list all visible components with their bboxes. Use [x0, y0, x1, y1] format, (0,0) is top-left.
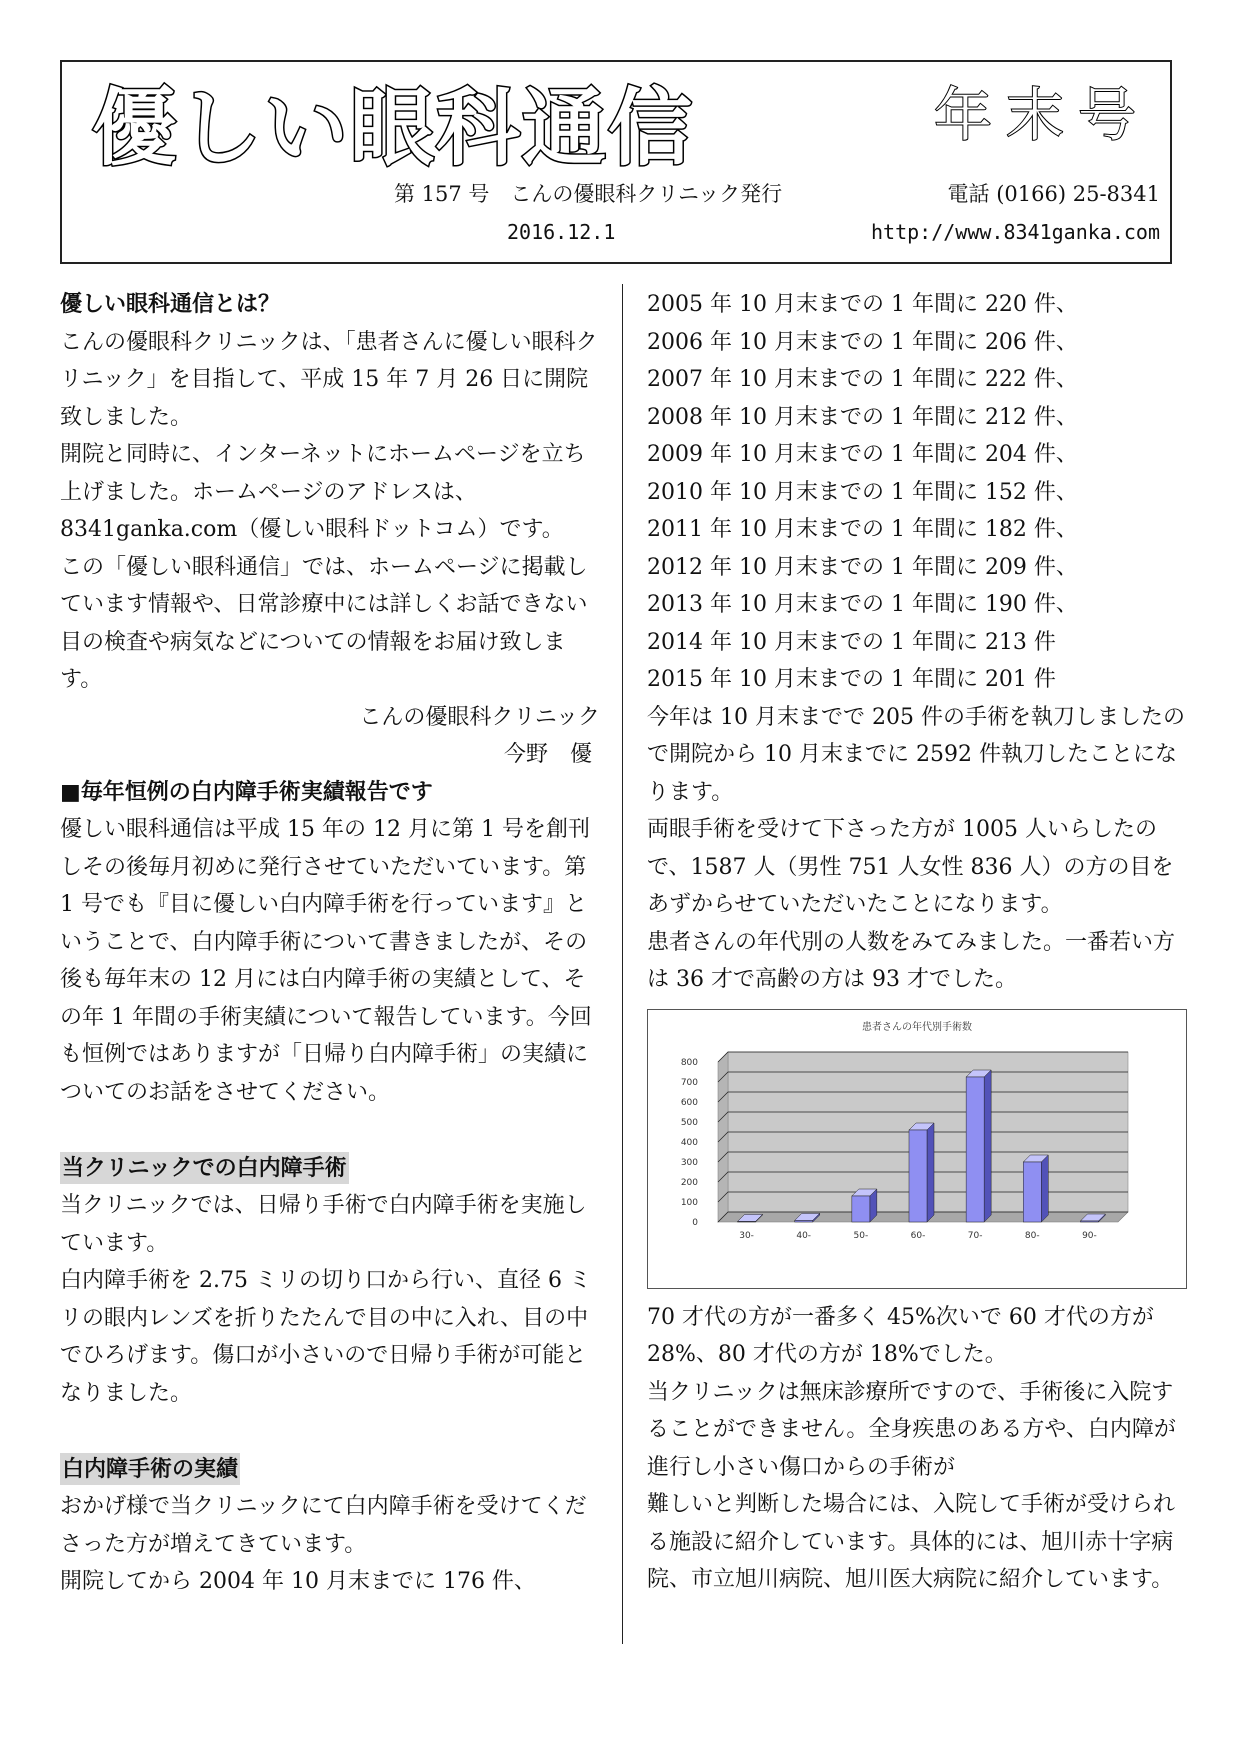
chart-x-tick-label: 40-: [796, 1230, 812, 1241]
surgery-paragraph-2: 白内障手術を 2.75 ミリの切り口から行い、直径 6 ミリの眼内レンズを折りたたんで目の中に入れ、目の中でひろげます。傷口が小さいので日帰り手術が可能となりました。: [60, 1268, 591, 1406]
age-chart-svg: [648, 1010, 1186, 1288]
masthead-box: [60, 60, 1172, 264]
chart-bar: [1023, 1162, 1041, 1222]
chart-x-tick-label: 60-: [910, 1230, 926, 1241]
issue-publisher: 第 157 号 こんの優眼科クリニック発行: [394, 182, 783, 206]
intro-paragraph-2: 開院と同時に、インターネットにホームページを立ち上げました。ホームページのアドレスは、8341ganka.com（優しい眼科ドットコム）です。: [60, 442, 586, 542]
report-title: ■毎年恒例の白内障手術実績報告です: [60, 778, 433, 805]
chart-bar-side: [1041, 1155, 1048, 1222]
chart-bar: [966, 1077, 984, 1222]
chart-x-tick-label: 90-: [1082, 1230, 1097, 1241]
section-heading-results: 白内障手術の実績: [60, 1453, 240, 1485]
chart-y-tick-label: 500: [680, 1117, 698, 1128]
yearly-result-item: 2006 年 10 月末までの 1 年間に 206 件、: [647, 329, 1078, 355]
chart-bar: [738, 1221, 756, 1222]
yearly-results-list: [647, 286, 1187, 699]
chart-y-tick-label: 100: [680, 1197, 698, 1208]
age-chart: [647, 1009, 1187, 1289]
surgery-paragraph-1: 当クリニックでは、日帰り手術で白内障手術を実施しています。: [60, 1193, 587, 1256]
issue-type: 年末号: [933, 81, 1150, 149]
yearly-result-item: 2012 年 10 月末までの 1 年間に 209 件、: [647, 554, 1078, 580]
signature-name: 今野 優: [503, 742, 592, 767]
chart-y-tick-label: 400: [680, 1137, 698, 1148]
report-paragraph: 優しい眼科通信は平成 15 年の 12 月に第 1 号を創刊しその後毎月初めに発行させていただいています。第 1 号でも『目に優しい白内障手術を行っています』ということで、白内障手術について書きましたが、その後も毎年末の 12 月には白内障手術の実績として、その年 1 年間の手術実績について報告しています。今回も恒例ではありますが「日帰り白内障手術」の実績についてのお話をさせてください。: [60, 817, 592, 1105]
chart-y-tick-label: 600: [680, 1097, 698, 1108]
chart-x-tick-label: 50-: [853, 1230, 869, 1241]
yearly-result-item: 2009 年 10 月末までの 1 年間に 204 件、: [647, 442, 1078, 467]
intro-paragraph-3: この「優しい眼科通信」では、ホームページに掲載しています情報や、日常診療中には詳しくお話できない目の検査や病気などについての情報をお届け致します。: [60, 554, 588, 692]
chart-bar: [795, 1220, 813, 1222]
intro-title: 優しい眼科通信とは？: [60, 291, 281, 317]
hospital-paragraph-2: 難しいと判断した場合には、入院して手術が受けられる施設に紹介しています。具体的には、旭川赤十字病院、市立旭川病院、旭川医大病院に紹介しています。: [647, 1492, 1176, 1592]
yearly-result-item: 2011 年 10 月末までの 1 年間に 182 件、: [647, 517, 1078, 542]
chart-y-tick-label: 300: [680, 1157, 698, 1168]
chart-bar-side: [984, 1070, 991, 1222]
blank-line: [60, 1412, 600, 1450]
chart-y-tick-label: 0: [692, 1217, 698, 1228]
results-paragraph-2: 開院してから 2004 年 10 月末までに 176 件、: [60, 1569, 536, 1594]
yearly-result-item: 2013 年 10 月末までの 1 年間に 190 件、: [647, 592, 1078, 617]
chart-x-tick-label: 80-: [1024, 1230, 1040, 1241]
yearly-result-item: 2008 年 10 月末までの 1 年間に 212 件、: [647, 404, 1078, 430]
left-column: [60, 286, 600, 1601]
chart-y-tick-label: 700: [680, 1077, 698, 1088]
right-column: [647, 286, 1187, 1599]
yearly-result-item: 2014 年 10 月末までの 1 年間に 213 件: [647, 629, 1056, 655]
section-heading-surgery: 当クリニックでの白内障手術: [60, 1152, 349, 1184]
newsletter-title: 優しい眼科通信: [92, 79, 695, 177]
yearly-result-item: 2015 年 10 月末までの 1 年間に 201 件: [647, 667, 1056, 692]
intro-paragraph-1: こんの優眼科クリニックは、「患者さんに優しい眼科クリニック」を目指して、平成 15 年 7 月 26 日に開院致しました。: [60, 329, 598, 430]
chart-bar-side: [927, 1123, 934, 1222]
chart-x-tick-label: 70-: [967, 1230, 983, 1241]
patients-paragraph: 両眼手術を受けて下さった方が 1005 人いらしたので、1587 人（男性 751 人女性 836 人）の方の目をあずからせていただいたことになります。: [647, 817, 1174, 917]
chart-y-tick-label: 200: [680, 1177, 698, 1188]
phone-number: 電話 (0166) 25-8341: [947, 182, 1160, 206]
yearly-result-item: 2007 年 10 月末までの 1 年間に 222 件、: [647, 367, 1078, 392]
age-paragraph: 患者さんの年代別の人数をみてみました。一番若い方は 36 才で高齢の方は 93 才でした。: [647, 929, 1176, 992]
signature-clinic: こんの優眼科クリニック: [359, 704, 600, 730]
chart-y-tick-label: 800: [680, 1057, 698, 1068]
chart-bar: [1080, 1221, 1098, 1222]
issue-date: 2016.12.1: [507, 220, 616, 244]
total-paragraph: 今年は 10 月末までで 205 件の手術を執刀しましたので開院から 10 月末までに 2592 件執刀したことになります。: [647, 704, 1185, 805]
results-paragraph-1: おかげ様で当クリニックにて白内障手術を受けてくださった方が増えてきています。: [60, 1494, 587, 1557]
share-paragraph: 70 才代の方が一番多く 45%次いで 60 才代の方が 28%、80 才代の方が 18%でした。: [647, 1304, 1154, 1367]
chart-bar: [852, 1196, 870, 1222]
chart-title: 患者さんの年代別手術数: [862, 1021, 972, 1033]
yearly-result-item: 2010 年 10 月末までの 1 年間に 152 件、: [647, 479, 1078, 505]
chart-bar: [909, 1130, 927, 1222]
column-divider: [622, 284, 623, 1644]
blank-line: [60, 1111, 600, 1149]
chart-x-tick-label: 30-: [739, 1230, 754, 1241]
yearly-result-item: 2005 年 10 月末までの 1 年間に 220 件、: [647, 292, 1078, 317]
hospital-paragraph-1: 当クリニックは無床診療所ですので、手術後に入院することができません。全身疾患のある方や、白内障が進行し小さい傷口からの手術が: [647, 1379, 1176, 1480]
website-url[interactable]: http://www.8341ganka.com: [871, 220, 1160, 244]
